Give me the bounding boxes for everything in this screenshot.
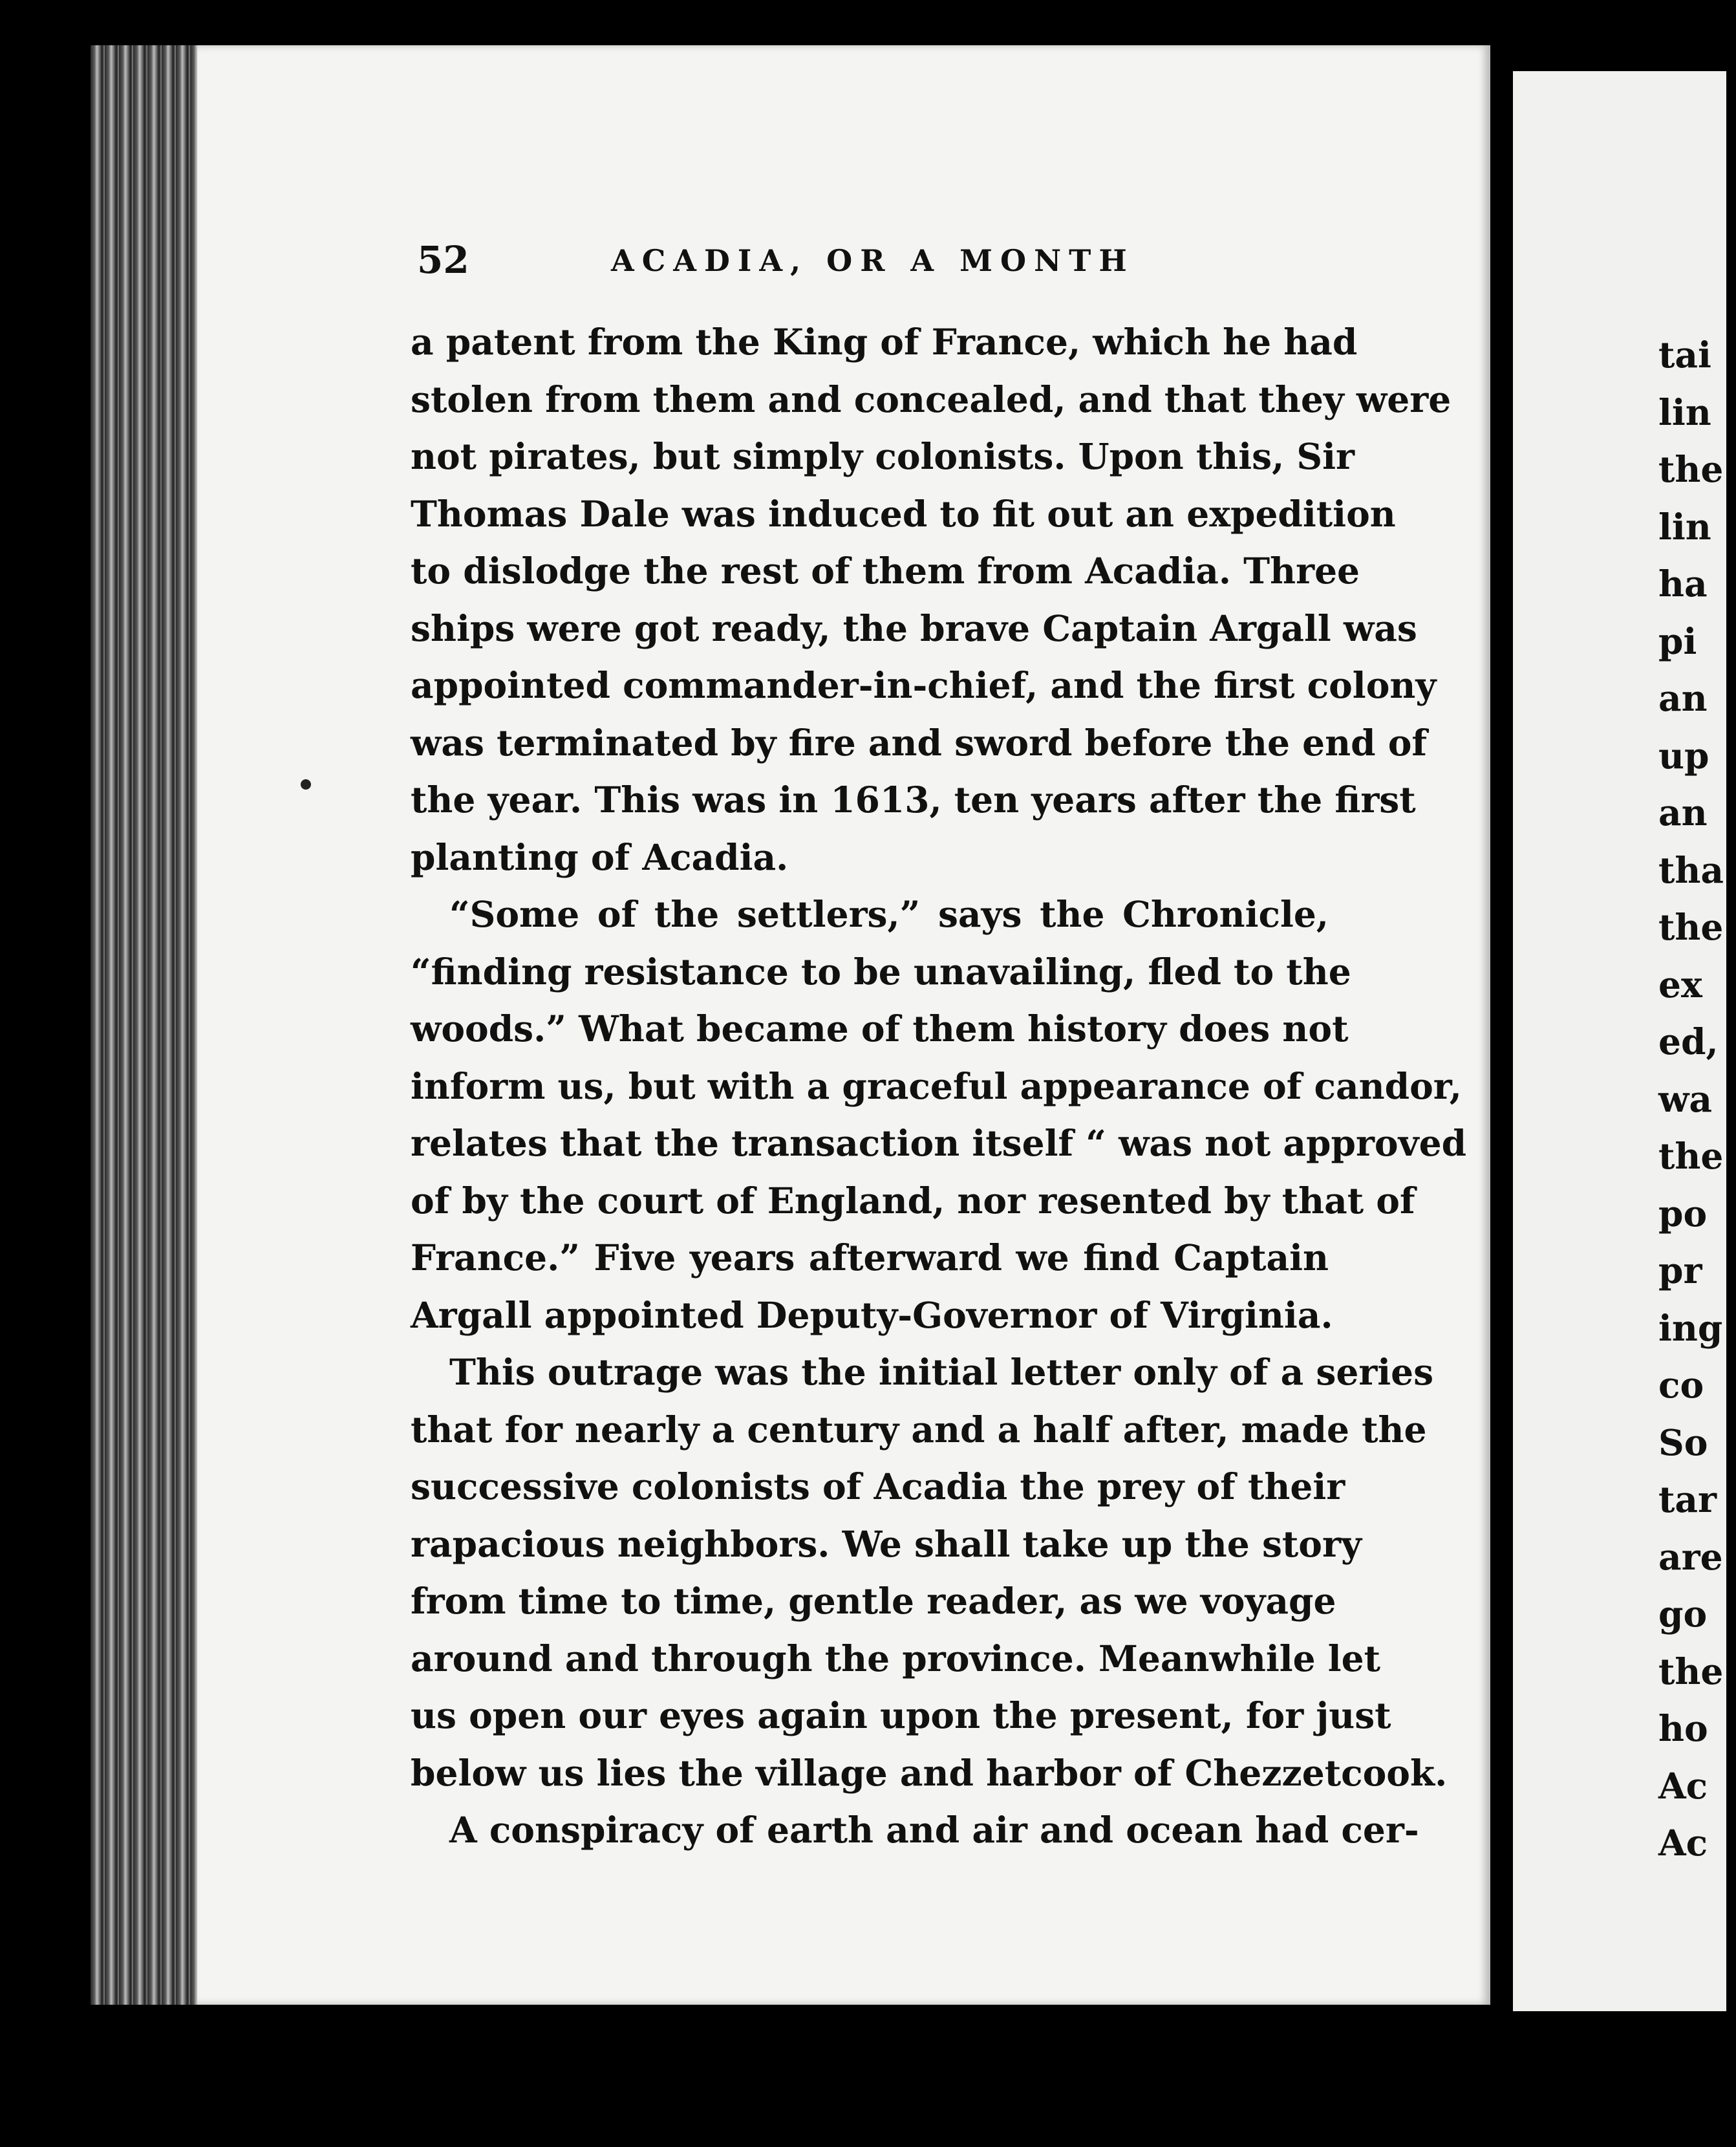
running-head: ACADIA, OR A MONTH <box>611 243 1135 278</box>
text-line: appointed commander-in-chief, and the first colony <box>411 664 1437 706</box>
text-fragment: pr <box>1658 1249 1702 1291</box>
text-fragment: up <box>1658 734 1709 777</box>
text-fragment: pi <box>1658 620 1697 662</box>
text-line: “finding resistance to be unavailing, fled to the <box>411 950 1351 993</box>
text-line: that for nearly a century and a half after, made the <box>411 1408 1427 1451</box>
ink-speck <box>301 779 311 790</box>
text-line: around and through the province. Meanwhile let <box>411 1637 1381 1679</box>
paragraph-start-line: “Some of the settlers,” says the Chronicle, <box>449 893 1329 935</box>
text-line: was terminated by fire and sword before the end of <box>411 721 1428 764</box>
text-fragment: ho <box>1658 1707 1708 1749</box>
text-line: stolen from them and concealed, and that they were <box>411 378 1452 420</box>
page-number: 52 <box>417 238 469 282</box>
text-fragment: po <box>1658 1192 1708 1235</box>
text-line: not pirates, but simply colonists. Upon this, Sir <box>411 435 1355 477</box>
text-fragment: So <box>1658 1421 1708 1463</box>
text-fragment: lin <box>1658 505 1711 548</box>
text-fragment: lin <box>1658 391 1711 433</box>
text-line: to dislodge the rest of them from Acadia. Three <box>411 550 1360 592</box>
text-line: Thomas Dale was induced to fit out an expedition <box>411 492 1396 535</box>
text-fragment: are <box>1658 1535 1723 1578</box>
text-line: woods.” What became of them history does not <box>411 1008 1349 1050</box>
text-line: inform us, but with a graceful appearance of candor, <box>411 1064 1462 1107</box>
text-fragment: tar <box>1658 1478 1717 1520</box>
text-fragment: ing <box>1658 1306 1723 1349</box>
text-fragment: ha <box>1658 563 1708 605</box>
text-fragment: ed, <box>1658 1020 1719 1063</box>
paragraph-start-line: A conspiracy of earth and air and ocean had cer- <box>449 1809 1419 1851</box>
page-header <box>417 238 1335 290</box>
text-fragment: the <box>1658 1650 1724 1692</box>
text-line: below us lies the village and harbor of Chezzetcook. <box>411 1751 1448 1794</box>
text-fragment: the <box>1658 1135 1724 1177</box>
text-line: successive colonists of Acadia the prey of their <box>411 1465 1345 1507</box>
text-line: ships were got ready, the brave Captain Argall was <box>411 607 1417 649</box>
text-fragment: the <box>1658 448 1724 490</box>
text-fragment: an <box>1658 677 1708 719</box>
right-page-text-fragments <box>1658 327 1736 1872</box>
text-line: relates that the transaction itself “ was not approved <box>411 1122 1467 1164</box>
text-line: Argall appointed Deputy-Governor of Virginia. <box>411 1293 1333 1336</box>
text-line: France.” Five years afterward we find Captain <box>411 1236 1329 1278</box>
text-fragment: co <box>1658 1364 1704 1406</box>
book-page-edges <box>91 45 200 2005</box>
text-line: rapacious neighbors. We shall take up the story <box>411 1522 1362 1565</box>
text-fragment: wa <box>1658 1077 1712 1120</box>
text-fragment: tha <box>1658 848 1724 891</box>
text-line: of by the court of England, nor resented by that of <box>411 1179 1415 1222</box>
text-fragment: the <box>1658 906 1724 948</box>
body-text <box>411 314 1467 1859</box>
text-fragment: go <box>1658 1593 1708 1635</box>
text-line: the year. This was in 1613, ten years after the first <box>411 779 1416 821</box>
text-fragment: tai <box>1658 334 1711 376</box>
text-fragment: ex <box>1658 963 1702 1006</box>
text-fragment: an <box>1658 792 1708 834</box>
text-fragment: Ac <box>1658 1764 1708 1807</box>
text-fragment: Ac <box>1658 1822 1708 1864</box>
text-line: planting of Acadia. <box>411 836 789 878</box>
paragraph-start-line: This outrage was the initial letter only of a series <box>449 1351 1434 1393</box>
text-line: us open our eyes again upon the present, for just <box>411 1694 1391 1736</box>
text-line: from time to time, gentle reader, as we voyage <box>411 1580 1336 1622</box>
text-line: a patent from the King of France, which he had <box>411 321 1358 363</box>
